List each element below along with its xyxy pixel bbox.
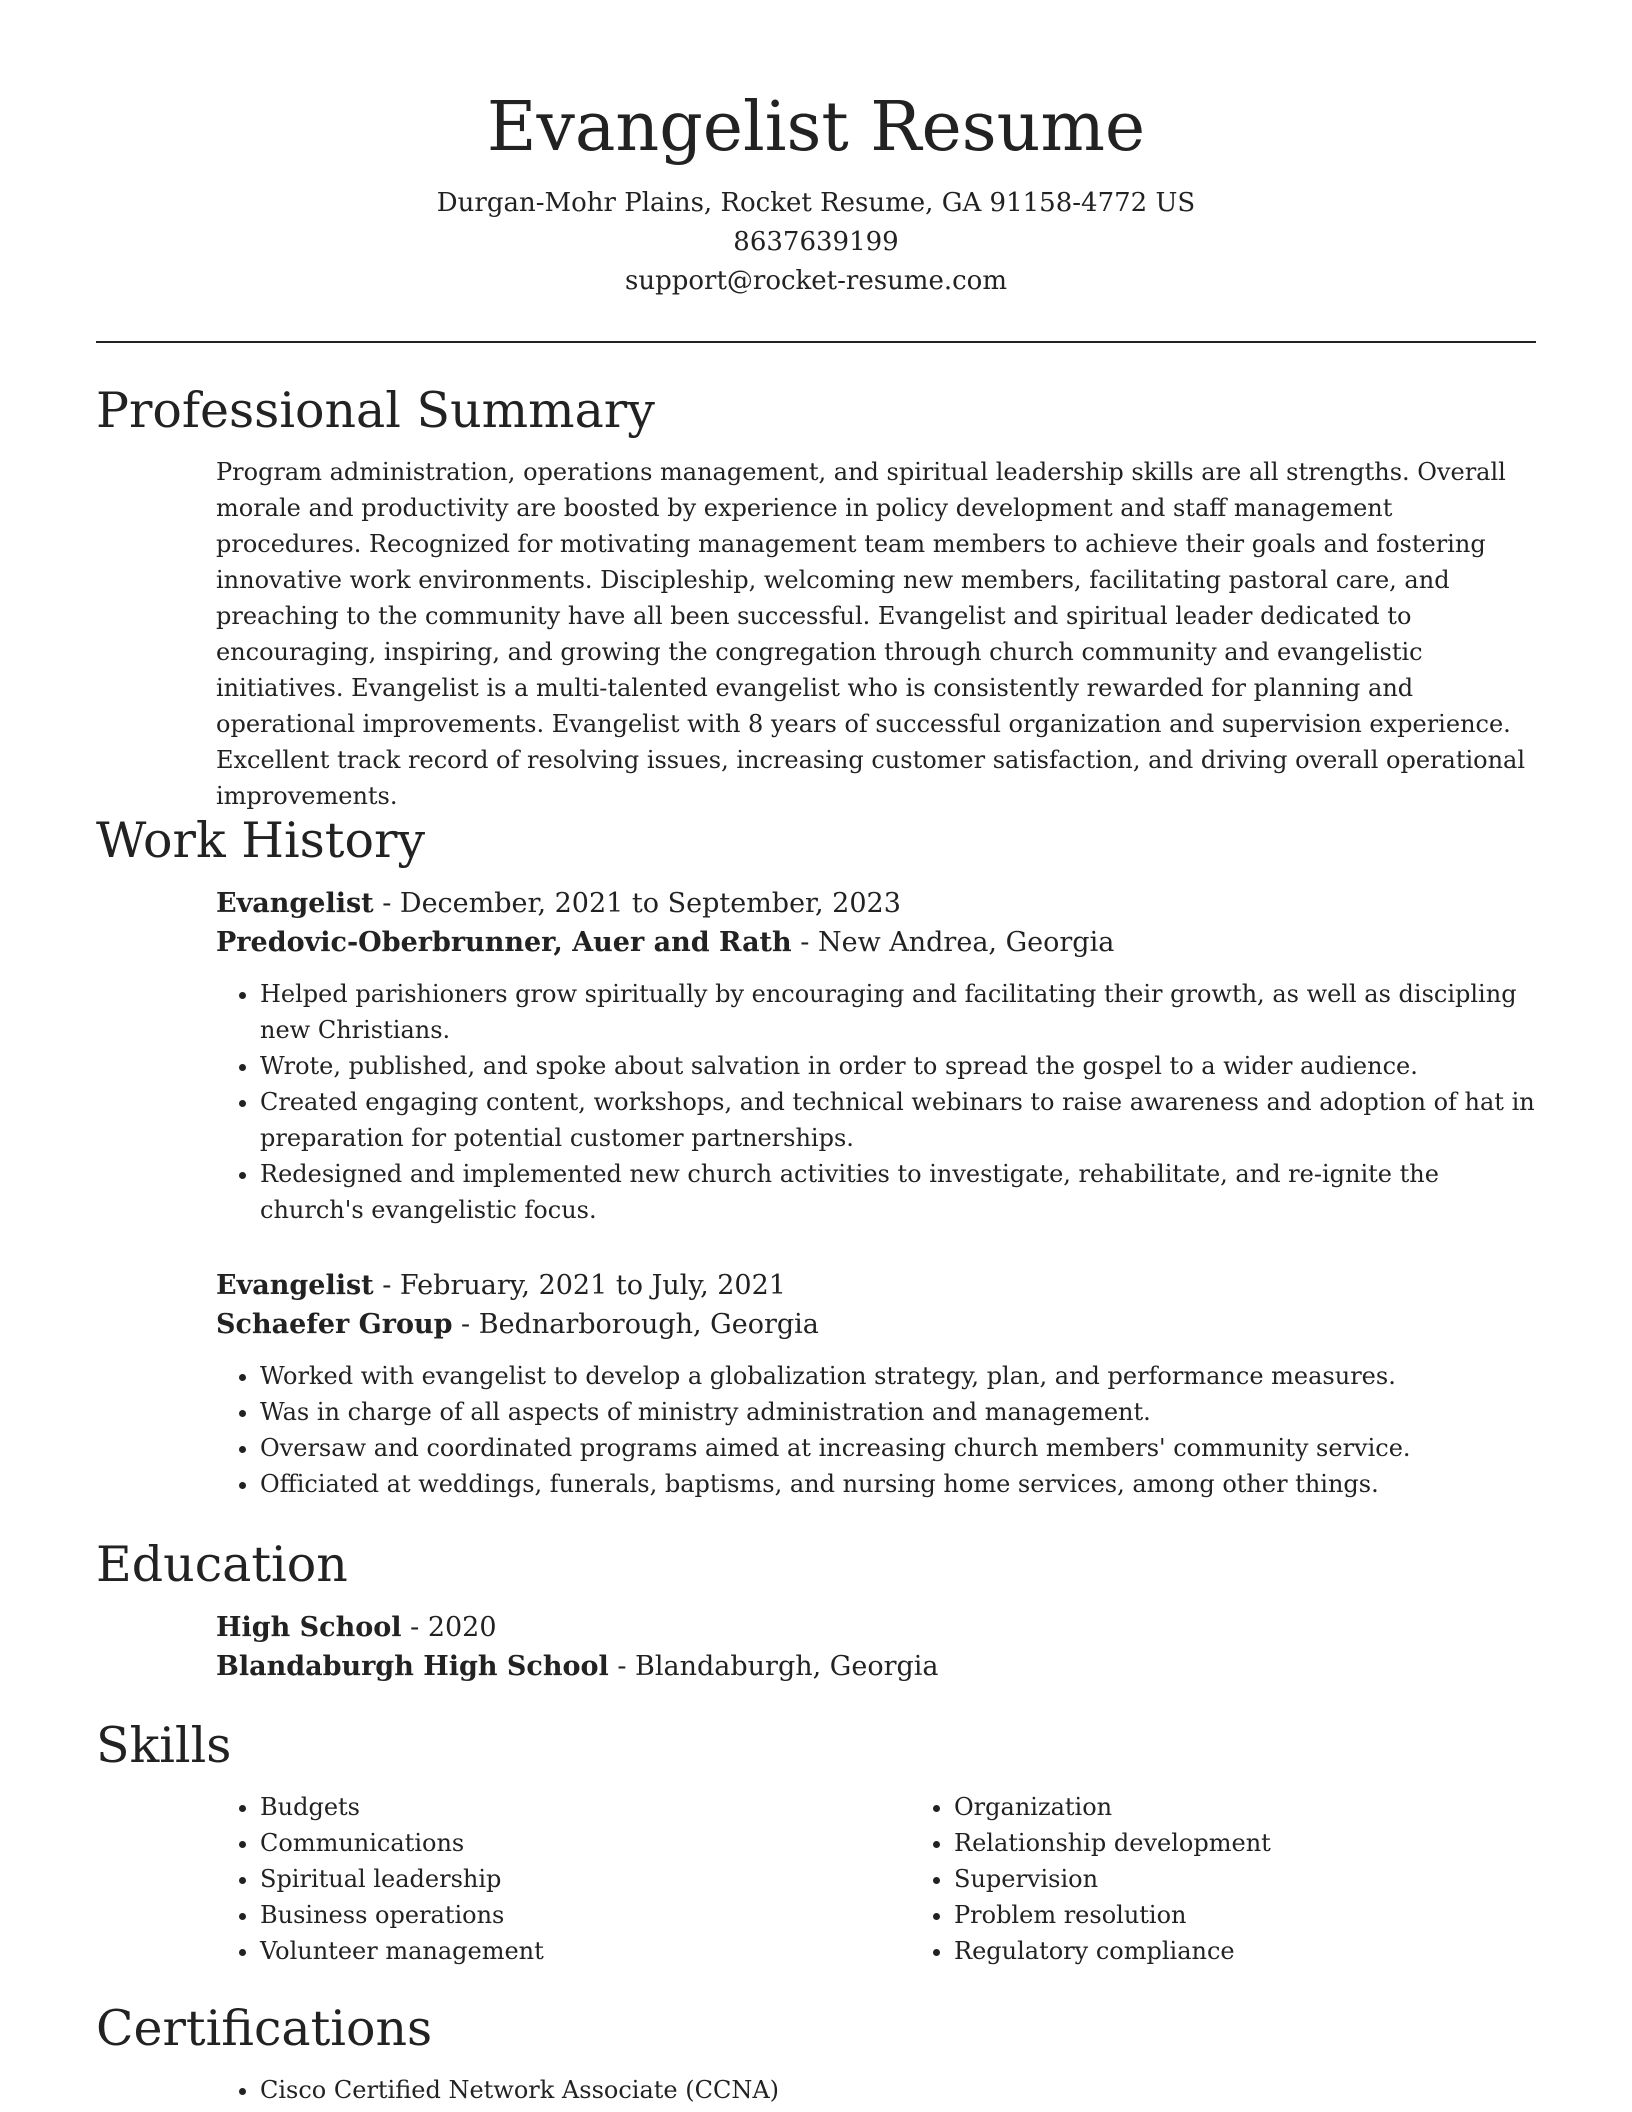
job-company-line [216,923,1536,962]
summary-text: Program administration, operations management, and spiritual leadership skills are all strengths. Overall morale and productivity are boosted by experience in policy development and staff management procedures. Recognized for motivating management team members to achieve their goals and fostering innovative work environments. Discipleship, welcoming new members, facilitating pastoral care, and preaching to the community have all been successful. Evangelist and spiritual leader dedicated to encouraging, inspiring, and growing the congregation through church community and evangelistic initiatives. Evangelist is a multi-talented evangelist who is consistently rewarded for planning and operational improvements. Evangelist with 8 years of successful organization and supervision experience. Excellent track record of resolving issues, increasing customer satisfaction, and driving overall operational improvements. [216,458,1526,810]
education-section [96,1534,1536,1686]
education-location: - Blandaburgh, Georgia [608,1651,939,1682]
skills-heading: Skills [96,1717,232,1774]
job-duty: • Created engaging content, workshops, and technical webinars to raise awareness and adoption of hat in preparation for potential customer partnerships. [260,1084,1536,1156]
skill-item: • Regulatory compliance [954,1933,1604,1969]
education-body [216,1608,1536,1686]
header-divider [96,341,1536,343]
education-school: Blandaburgh High School [216,1651,609,1682]
job-title: Evangelist [216,1270,374,1301]
skills-list-right [910,1789,1604,1969]
job-company-line [216,1305,1536,1344]
certifications-heading: Certifications [96,2000,433,2057]
certification-item: • Cisco Certified Network Associate (CCNA) [260,2072,1536,2108]
skill-item: • Spiritual leadership [260,1861,910,1897]
certifications-body [216,2072,1536,2108]
job-dates: - December, 2021 to September, 2023 [373,888,901,919]
job-title-line [216,1266,1536,1305]
skill-item: • Relationship development [954,1825,1604,1861]
contact-phone: 8637639199 [733,227,899,257]
work-section [96,810,1536,1502]
job-duty: • Oversaw and coordinated programs aimed at increasing church members' community service. [260,1430,1536,1466]
job-company: Predovic-Oberbrunner, Auer and Rath [216,927,792,958]
job-company: Schaefer Group [216,1309,453,1340]
certifications-list [216,2072,1536,2108]
work-body [216,884,1536,1502]
work-heading: Work History [96,812,426,869]
education-heading: Education [96,1536,348,1593]
education-degree-line [216,1608,1536,1647]
skills-list-left [216,1789,910,1969]
job-title-line [216,884,1536,923]
skill-item: • Organization [954,1789,1604,1825]
skills-section [96,1715,1536,1969]
education-school-line [216,1647,1536,1686]
education-year: - 2020 [401,1612,497,1643]
job-duties [216,976,1536,1228]
contact-address: Durgan-Mohr Plains, Rocket Resume, GA 91158-4772 US [436,188,1196,218]
resume-header [0,0,1632,301]
resume-title: Evangelist Resume [486,88,1146,167]
certifications-section [96,1998,1536,2108]
skills-grid [216,1789,1536,1969]
job-duty: • Wrote, published, and spoke about salvation in order to spread the gospel to a wider audience. [260,1048,1536,1084]
job-duty: • Officiated at weddings, funerals, baptisms, and nursing home services, among other things. [260,1466,1536,1502]
job-entry [216,884,1536,1228]
contact-block [0,184,1632,301]
job-location: - Bednarborough, Georgia [452,1309,819,1340]
job-duty: • Redesigned and implemented new church activities to investigate, rehabilitate, and re-ignite the church's evangelistic focus. [260,1156,1536,1228]
job-location: - New Andrea, Georgia [791,927,1115,958]
job-duty: • Was in charge of all aspects of ministry administration and management. [260,1394,1536,1430]
summary-heading: Professional Summary [96,382,655,439]
contact-email: support@rocket-resume.com [624,266,1007,296]
skill-item: • Problem resolution [954,1897,1604,1933]
job-dates: - February, 2021 to July, 2021 [373,1270,786,1301]
job-title: Evangelist [216,888,374,919]
job-duties [216,1358,1536,1502]
skill-item: • Business operations [260,1897,910,1933]
skill-item: • Supervision [954,1861,1604,1897]
skill-item: • Communications [260,1825,910,1861]
summary-section [96,380,1536,814]
job-duty: • Worked with evangelist to develop a globalization strategy, plan, and performance measures. [260,1358,1536,1394]
summary-body [216,454,1536,814]
job-entry [216,1266,1536,1502]
skill-item: • Volunteer management [260,1933,910,1969]
education-degree: High School [216,1612,402,1643]
job-duty: • Helped parishioners grow spiritually by encouraging and facilitating their growth, as well as discipling new Christians. [260,976,1536,1048]
skill-item: • Budgets [260,1789,910,1825]
